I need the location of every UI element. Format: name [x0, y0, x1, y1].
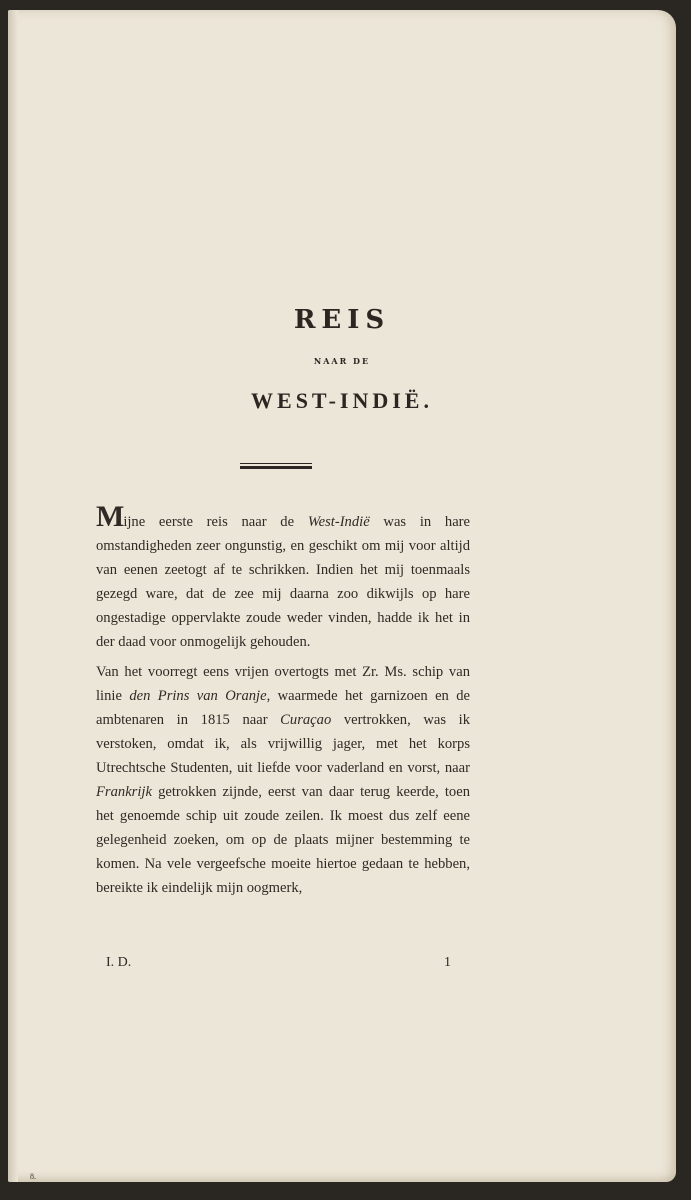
book-page	[8, 10, 676, 1182]
title-sub: NAAR DE	[313, 356, 371, 366]
paragraph-2-text-e: vertrokken, was ik verstoken, omdat ik, als vrijwillig jager, met het korps Utrechtsche Studenten, uit liefde voor vaderland en vorst, naar	[96, 712, 470, 776]
paragraph-1	[96, 500, 471, 654]
rule-thin	[240, 463, 312, 464]
double-rule-divider	[240, 463, 312, 469]
page-footer	[106, 955, 451, 971]
rule-thick	[240, 466, 312, 469]
page-number: 1	[444, 955, 451, 970]
paragraph-2-text-g: getrokken zijnde, eerst van daar terug keerde, toen het genoemde schip uit zoude zeilen. Ik moest dus zelf eene gelegenheid zoeken, om op de plaats mijner bestemming te komen. Na vele vergeefsche moeite hiertoe gedaan te hebben, bereikte ik eindelijk mijn oogmerk,	[96, 784, 470, 896]
paragraph-2-italic-ship: den Prins van Oranje	[129, 688, 267, 704]
paragraph-1-text-a: ijne eerste reis naar de	[123, 514, 308, 530]
corner-mark: 8.	[30, 1172, 36, 1181]
title-place: WEST-INDIË.	[251, 388, 433, 413]
paragraph-2-text-c: , waarmede het garnizoen en de ambtenaren in 1815 naar	[96, 688, 470, 728]
title-main: REIS	[293, 305, 391, 335]
page-gutter	[8, 10, 18, 1182]
paragraph-2-text-a: Van het voorregt eens vrijen overtogts met Zr. Ms. schip van linie	[96, 664, 470, 704]
paragraph-2-italic-curacao: Curaçao	[280, 712, 332, 728]
paragraph-1-text-c: was in hare omstandigheden zeer ongunstig, en geschikt om mij voor altijd van eenen zeetogt af te schrikken. Indien het mij toenmaals gezegd ware, dat de zee mij daarna zoo dikwijls op hare ongestadige oppervlakte zoude weder vinden, hadde ik het in der daad voor onmogelijk gehouden.	[96, 514, 471, 650]
paragraph-2-italic-frankrijk: Frankrijk	[96, 784, 152, 800]
paragraph-1-italic-place: West-Indië	[307, 514, 370, 530]
drop-cap: M	[96, 500, 124, 533]
paragraph-2	[96, 660, 470, 900]
body-text	[96, 500, 471, 900]
signature-mark: I. D.	[106, 955, 132, 970]
